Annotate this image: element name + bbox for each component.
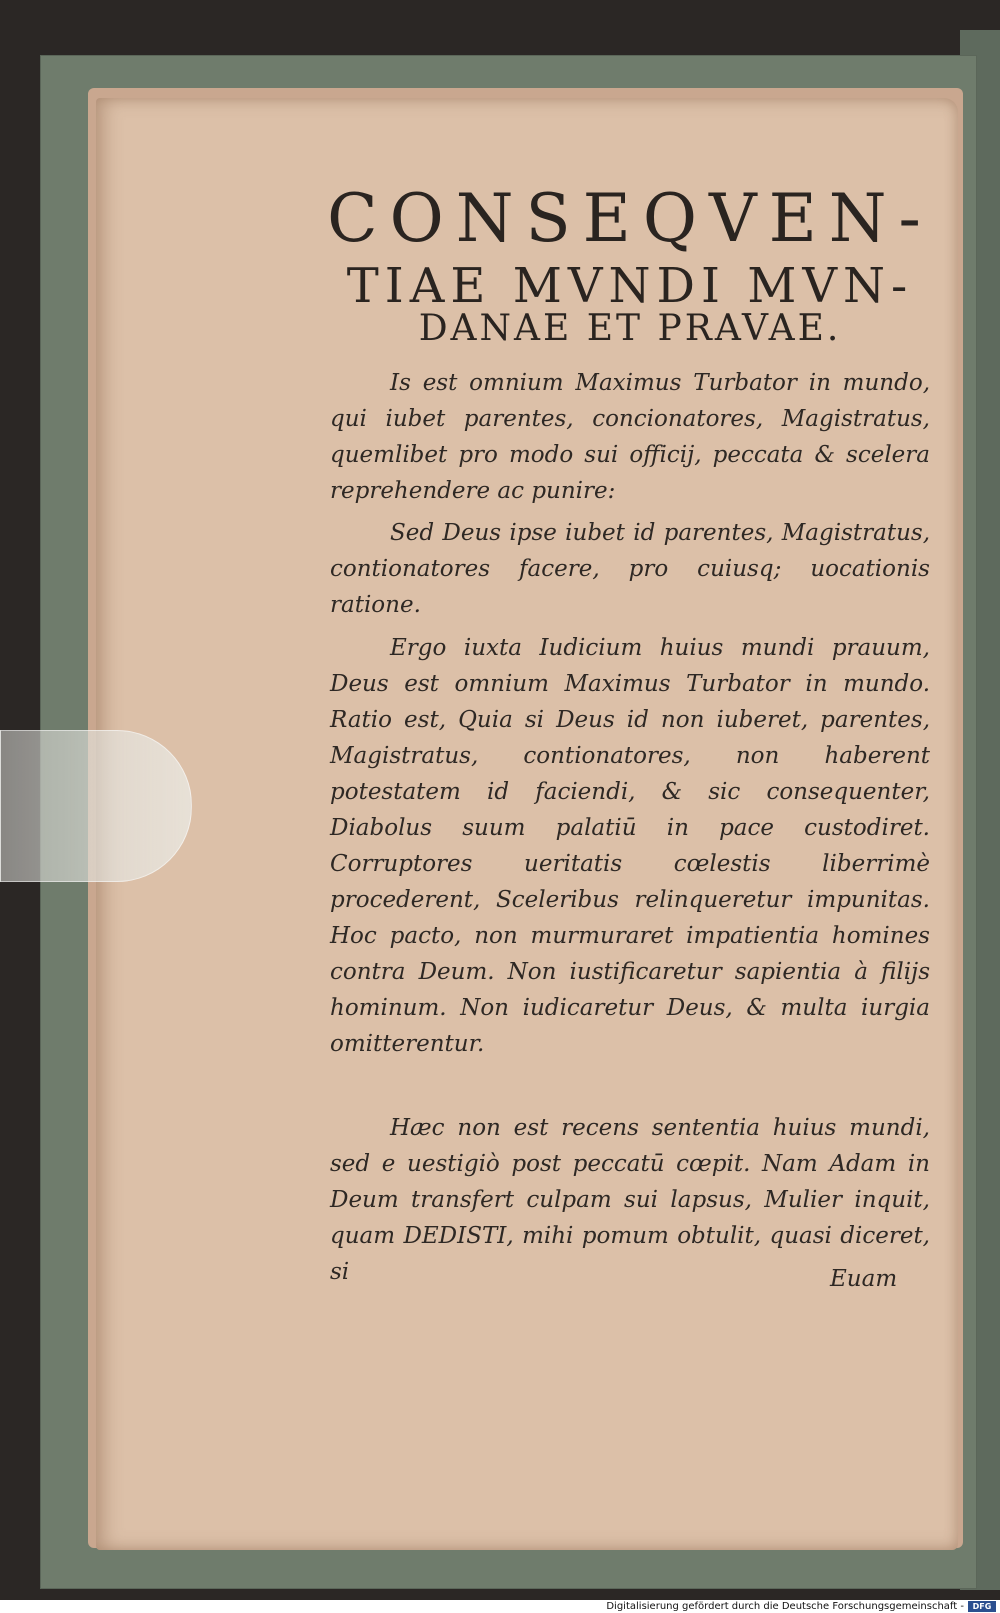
dfg-logo-icon: DFG	[968, 1601, 996, 1612]
paragraph-1	[330, 365, 930, 509]
plastic-page-clip	[0, 730, 192, 882]
paragraph-3-text: Ergo iuxta Iudicium huius mundi prauum, Deus est omnium Maximus Turbator in mundo. Ratio est, Quia si Deus id non iuberet, parentes, Magistratus, contionatores, non haberent potestatem id faciendi, & sic consequenter, Diabolus suum palatiū in pace custodiret. Corruptores ueritatis cœlestis liberrimè procederent, Sceleribus relinqueretur impunitas. Hoc pacto, non murmuraret impatientia homines contra Deum. Non iustificaretur sapientia à filijs hominum. Non iudicaretur Deus, & multa iurgia omitterentur.	[330, 635, 930, 1057]
heading-line-2: TIAE MVNDI MVN-	[346, 258, 914, 314]
footer-credit: Digitalisierung gefördert durch die Deutsche Forschungsgemeinschaft -	[606, 1601, 964, 1612]
paragraph-2-text: Sed Deus ipse iubet id parentes, Magistratus, contionatores facere, pro cuiusq; uocationis ratione.	[330, 520, 930, 618]
paragraph-4	[330, 1110, 930, 1290]
catchword: Euam	[830, 1266, 898, 1292]
paragraph-1-text: Is est omnium Maximus Turbator in mundo, qui iubet parentes, concionatores, Magistratus, quemlibet pro modo sui officij, peccata & scelera reprehendere ac punire:	[330, 370, 930, 504]
heading-line-3: DANAE ET PRAVAE.	[418, 308, 842, 349]
paragraph-4-text: Hæc non est recens sententia huius mundi, sed e uestigiò post peccatū cœpit. Nam Adam in Deum transfert culpam sui lapsus, Mulier inquit, quam DEDISTI, mihi pomum obtulit, quasi diceret, si	[330, 1115, 930, 1285]
paragraph-2	[330, 515, 930, 623]
heading-line-1: CONSEQVEN-	[327, 180, 933, 257]
paragraph-3	[330, 630, 930, 1062]
